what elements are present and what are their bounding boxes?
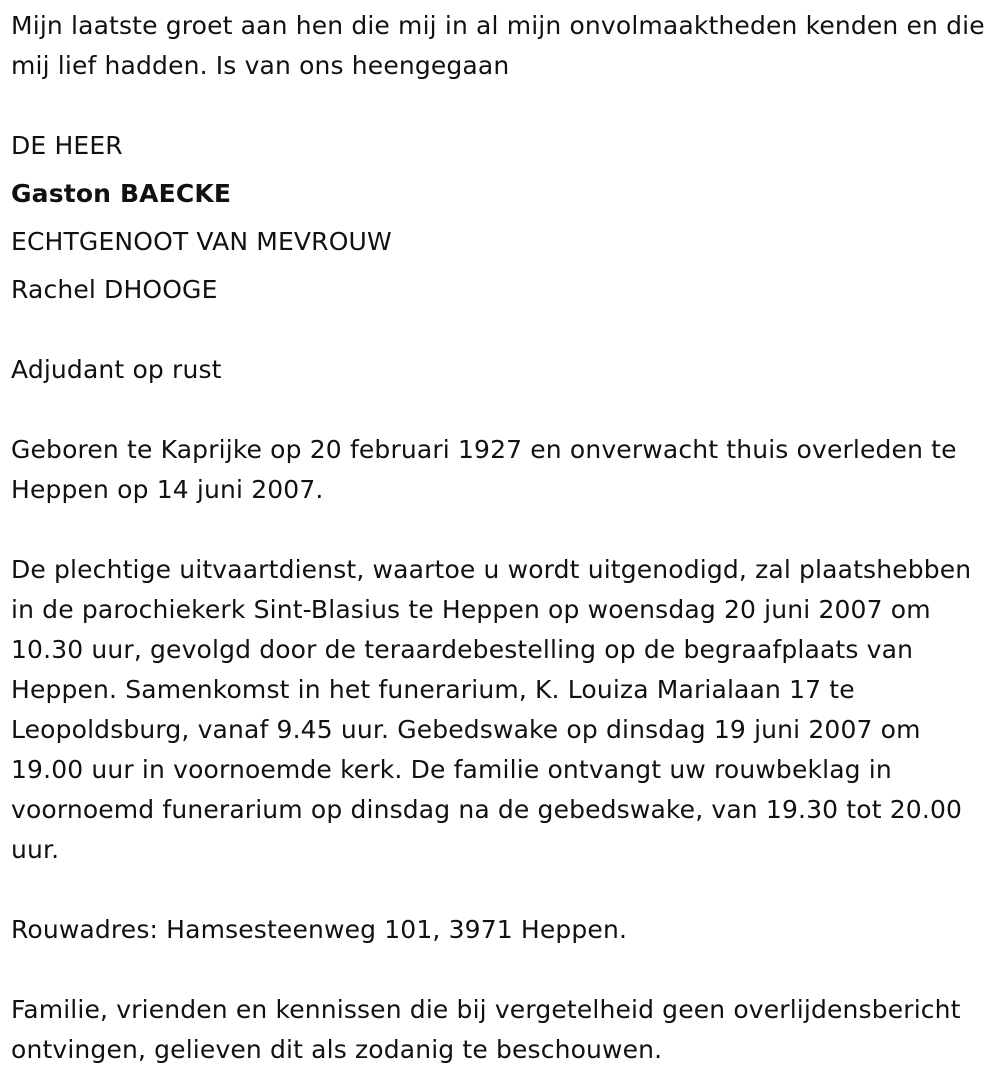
service-text: De plechtige uitvaartdienst, waartoe u wordt uitgenodigd, zal plaatshebben in de parochiekerk Sint-Blasius te Heppen op woensdag 20 juni 2007 om 10.30 uur, gevolgd door de teraardebestelling op de begraafplaats van Heppen. Samenkomst in het funerarium, K. Louiza Marialaan 17 te Leopoldsburg, vanaf 9.45 uur. Gebedswake op dinsdag 19 juni 2007 om 19.00 uur in voornoemde kerk. De familie ontvangt uw rouwbeklag in voornoemd funerarium op dinsdag na de gebedswake, van 19.30 tot 20.00 uur.	[11, 555, 972, 864]
birth-death-text: Geboren te Kaprijke op 20 februari 1927 en onverwacht thuis overleden te Heppen op 14 juni 2007.	[11, 435, 957, 504]
spacer	[11, 86, 989, 126]
deceased-name: Gaston BAECKE	[11, 179, 232, 208]
salutation: DE HEER	[11, 131, 123, 160]
rank-text: Adjudant op rust	[11, 355, 222, 384]
spacer	[11, 870, 989, 910]
spacer	[11, 510, 989, 550]
deceased-block	[11, 122, 989, 314]
spouse-label: ECHTGENOOT VAN MEVROUW	[11, 227, 392, 256]
spacer	[11, 310, 989, 350]
closing-text: Familie, vrienden en kennissen die bij vergetelheid geen overlijdensbericht ontvingen, gelieven dit als zodanig te beschouwen.	[11, 995, 961, 1064]
spouse-name: Rachel DHOOGE	[11, 275, 218, 304]
spacer	[11, 950, 989, 990]
address-text: Rouwadres: Hamsesteenweg 101, 3971 Heppen.	[11, 915, 628, 944]
intro-text: Mijn laatste groet aan hen die mij in al mijn onvolmaaktheden kenden en die mij lief hadden. Is van ons heengegaan	[11, 11, 985, 80]
spacer	[11, 390, 989, 430]
